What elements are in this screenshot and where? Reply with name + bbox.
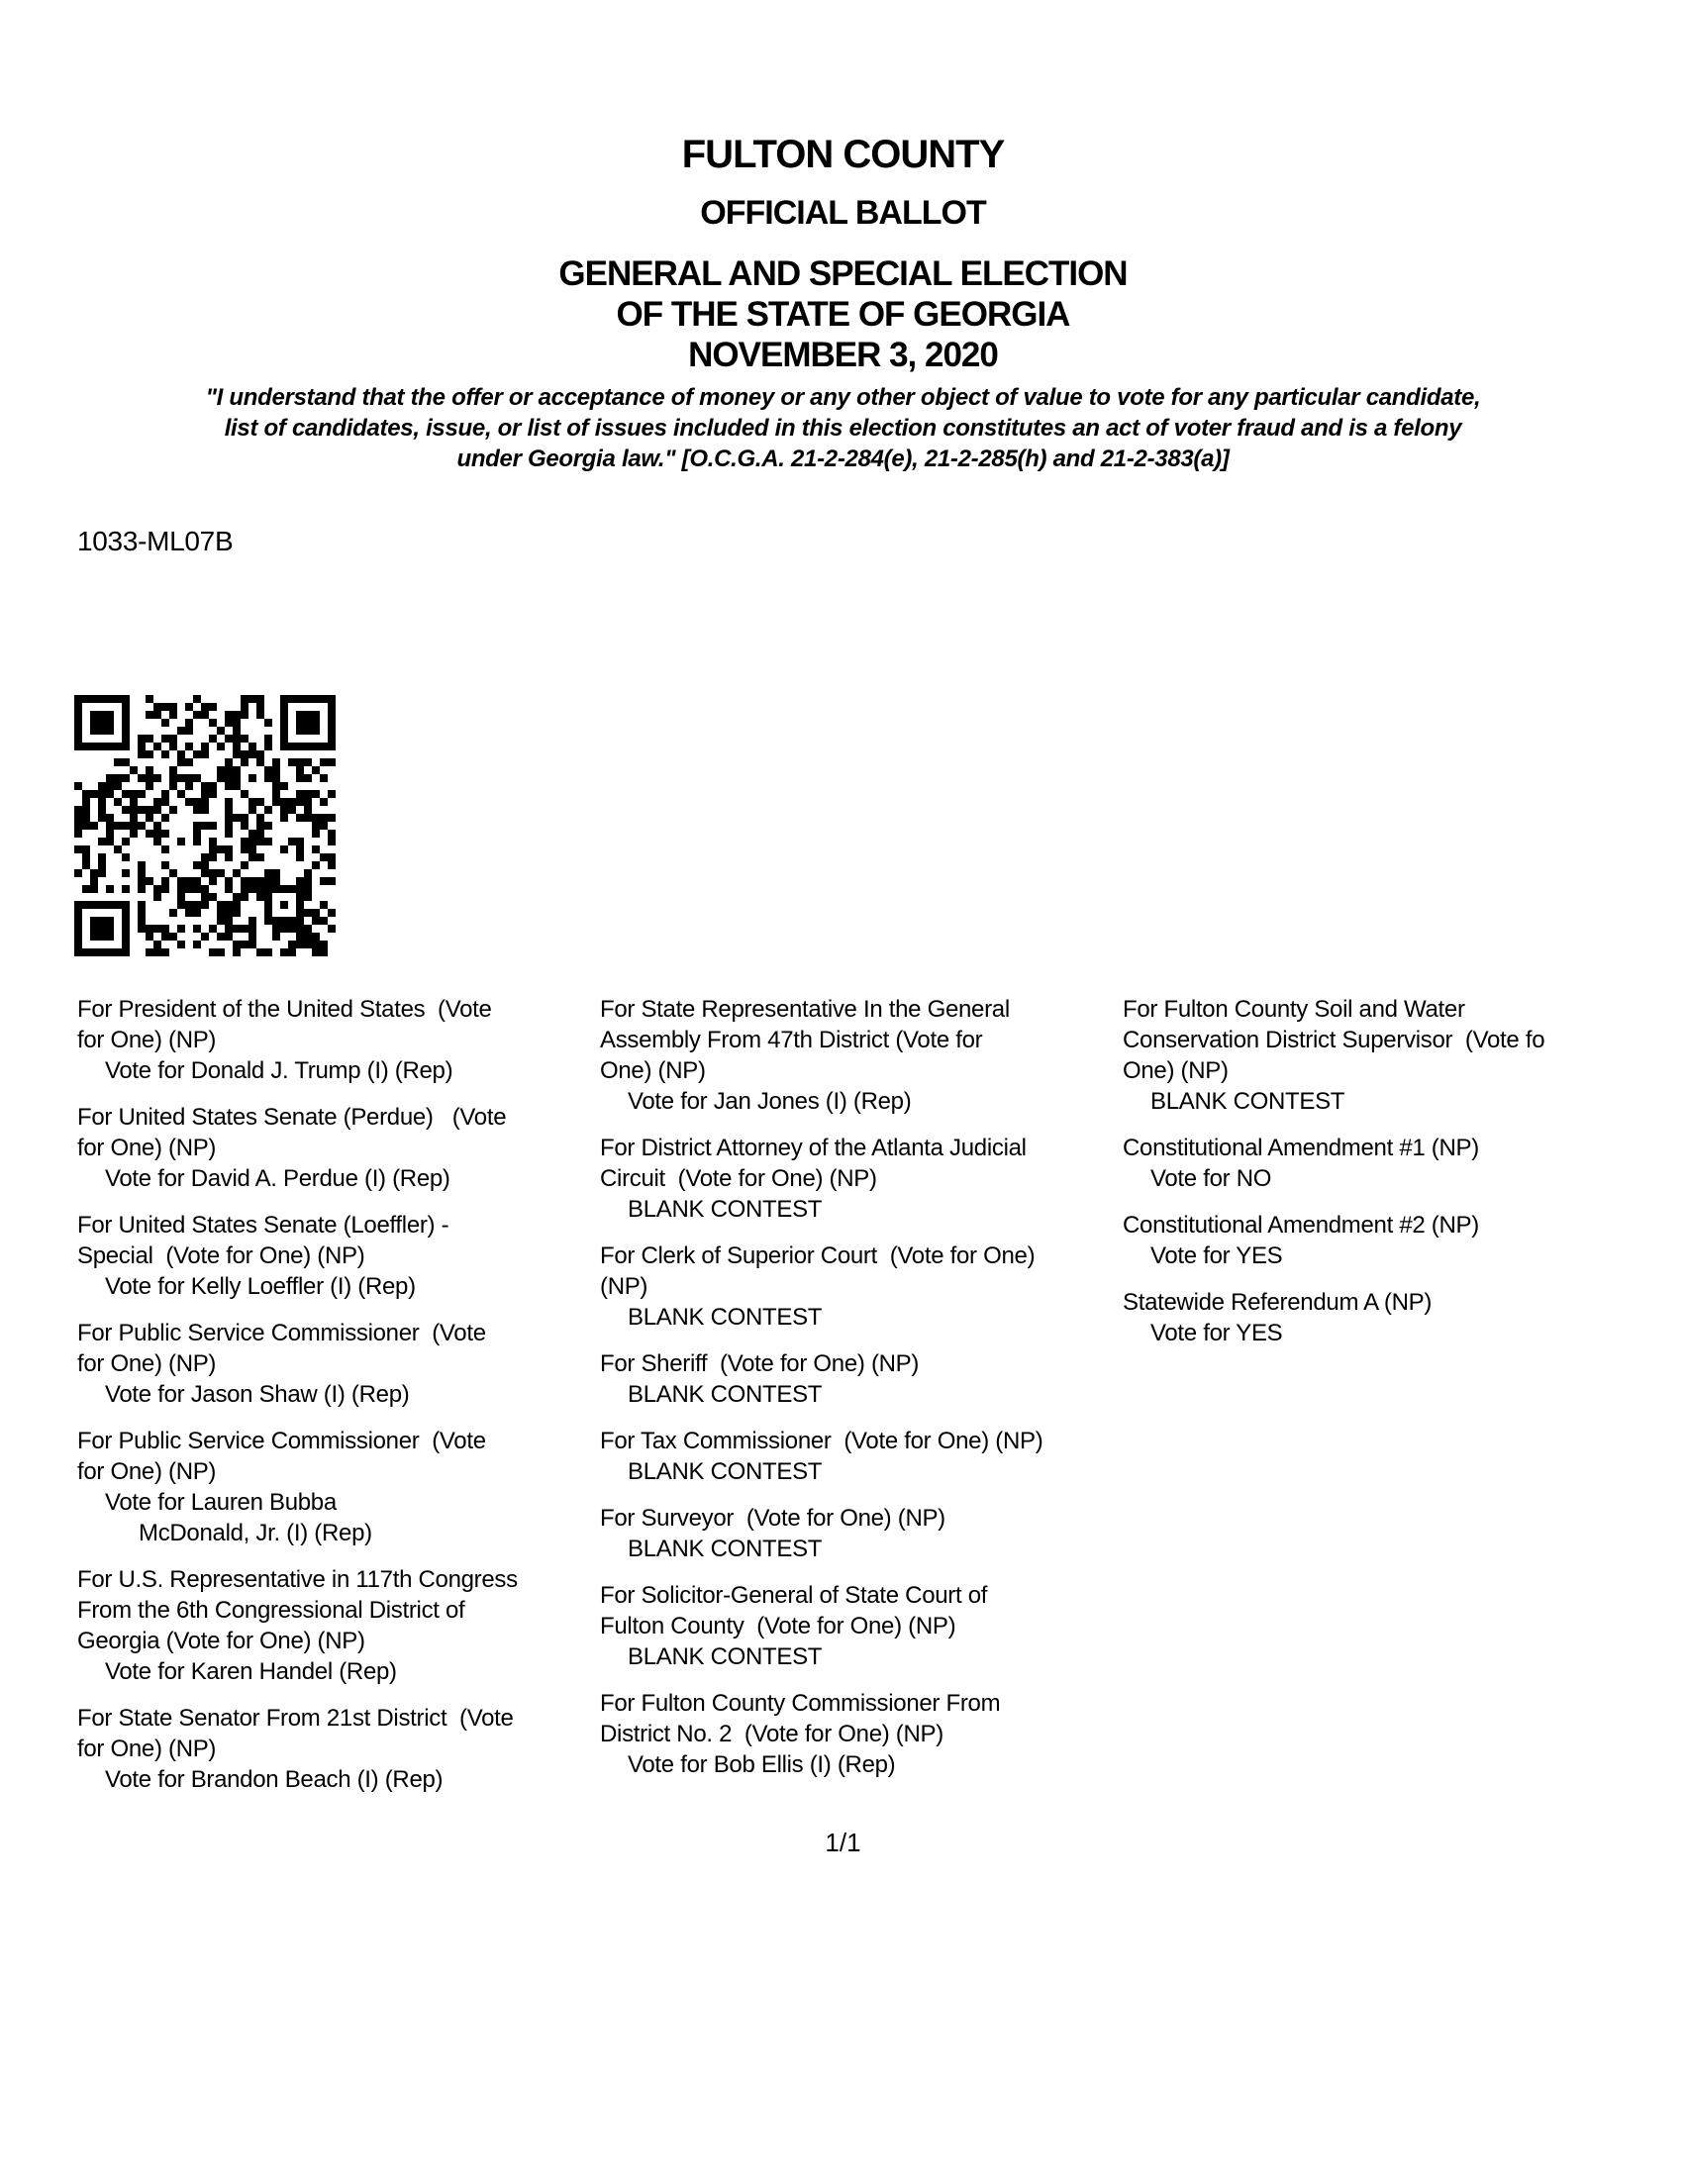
vote-selection-line: Vote for Jason Shaw (I) (Rep) [105,1381,410,1408]
contest-entry [600,1503,1115,1564]
county-title: FULTON COUNTY [681,133,1005,176]
contest-title-line: Constitutional Amendment #2 (NP) [1123,1212,1479,1239]
fraud-disclaimer [0,382,1686,474]
vote-selection-line: Vote for Donald J. Trump (I) (Rep) [105,1057,453,1084]
disclaimer-line: list of candidates, issue, or list of issues included in this election constitutes an act of voter fraud and is a felony [224,415,1462,442]
contest-title-line: For Public Service Commissioner (Vote [77,1320,486,1346]
contest-entry [600,994,1115,1117]
contest-title-line: For United States Senate (Perdue) (Vote [77,1104,507,1131]
contest-title-line: Constitutional Amendment #1 (NP) [1123,1135,1479,1161]
contest-entry [1123,1133,1637,1194]
contest-entry [77,1102,592,1194]
vote-selection-line: Vote for Brandon Beach (I) (Rep) [105,1766,444,1793]
qr-code-icon [74,695,336,956]
contest-title-line: One) (NP) [600,1057,706,1084]
contest-title-line: Assembly From 47th District (Vote for [600,1027,983,1053]
disclaimer-line: "I understand that the offer or acceptance of money or any other object of value to vote for any particular candidate, [205,384,1481,411]
contest-entry [1123,1210,1637,1271]
ballot-style-id: 1033-ML07B [77,526,234,556]
vote-selection-line: Vote for Kelly Loeffler (I) (Rep) [105,1273,416,1300]
contest-title-line: For Tax Commissioner (Vote for One) (NP) [600,1428,1043,1454]
ballot-type-title: OFFICIAL BALLOT [700,194,986,232]
contest-title-line: For Fulton County Soil and Water [1123,996,1465,1023]
vote-selection-line: Vote for David A. Perdue (I) (Rep) [105,1165,450,1192]
contest-entry [77,994,592,1086]
contest-entry [600,1348,1115,1410]
blank-contest-label: BLANK CONTEST [628,1304,823,1331]
contest-entry [600,1133,1115,1225]
contest-title-line: For Surveyor (Vote for One) (NP) [600,1505,945,1532]
page-indicator: 1/1 [825,1828,861,1857]
blank-contest-label: BLANK CONTEST [628,1536,823,1562]
contest-entry [77,1318,592,1410]
contest-entry [77,1210,592,1302]
contest-title-line: For State Representative In the General [600,996,1010,1023]
contest-title-line: for One) (NP) [77,1027,217,1053]
blank-contest-label: BLANK CONTEST [628,1458,823,1485]
contest-column-3 [1123,994,1637,1364]
contest-title-line: for One) (NP) [77,1458,217,1485]
contest-title-line: Georgia (Vote for One) (NP) [77,1628,365,1654]
contest-title-line: For Fulton County Commissioner From [600,1690,1001,1717]
contest-title-line: For President of the United States (Vote [77,996,492,1023]
contest-title-line: Fulton County (Vote for One) (NP) [600,1613,956,1639]
vote-selection-line: Vote for Karen Handel (Rep) [105,1658,397,1685]
contest-title-line: For Solicitor-General of State Court of [600,1582,988,1609]
blank-contest-label: BLANK CONTEST [628,1643,823,1670]
vote-selection-line: Vote for NO [1150,1165,1272,1192]
vote-selection-line: Vote for Bob Ellis (I) (Rep) [628,1751,896,1778]
contest-title-line: for One) (NP) [77,1736,217,1762]
vote-selection-line: Vote for YES [1150,1242,1283,1269]
vote-selection-line: Vote for Jan Jones (I) (Rep) [628,1088,912,1115]
election-title-line-2: OF THE STATE OF GEORGIA [616,295,1070,334]
contest-entry [600,1580,1115,1672]
contest-title-line: For State Senator From 21st District (Vote [77,1705,514,1732]
vote-selection-line: Vote for YES [1150,1320,1283,1346]
contest-entry [77,1564,592,1687]
contest-title-line: One) (NP) [1123,1057,1229,1084]
contest-column-2 [600,994,1115,1796]
vote-selection-line: Vote for Lauren Bubba [105,1489,337,1516]
contest-title-line: Conservation District Supervisor (Vote fo [1123,1027,1545,1053]
election-title-line-1: GENERAL AND SPECIAL ELECTION [558,254,1128,293]
contest-entry [600,1241,1115,1333]
contest-title-line: Statewide Referendum A (NP) [1123,1289,1433,1316]
contest-title-line: (NP) [600,1273,648,1300]
contest-title-line: For United States Senate (Loeffler) - [77,1212,449,1239]
contest-title-line: for One) (NP) [77,1135,217,1161]
contest-title-line: Special (Vote for One) (NP) [77,1242,365,1269]
blank-contest-label: BLANK CONTEST [628,1196,823,1223]
contest-entry [1123,994,1637,1117]
contest-title-line: Circuit (Vote for One) (NP) [600,1165,877,1192]
election-date: NOVEMBER 3, 2020 [688,336,998,374]
contest-entry [77,1703,592,1795]
contest-entry [1123,1287,1637,1348]
contest-title-line: For Clerk of Superior Court (Vote for One) [600,1242,1036,1269]
contest-entry [600,1688,1115,1780]
contest-title-line: For Sheriff (Vote for One) (NP) [600,1350,920,1377]
contest-title-line: For Public Service Commissioner (Vote [77,1428,486,1454]
disclaimer-line: under Georgia law." [O.C.G.A. 21-2-284(e), 21-2-285(h) and 21-2-383(a)] [456,446,1230,472]
blank-contest-label: BLANK CONTEST [1150,1088,1345,1115]
vote-selection-line: McDonald, Jr. (I) (Rep) [139,1520,372,1546]
contest-title-line: From the 6th Congressional District of [77,1597,465,1624]
blank-contest-label: BLANK CONTEST [628,1381,823,1408]
contest-title-line: District No. 2 (Vote for One) (NP) [600,1721,943,1747]
contest-column-1 [77,994,592,1811]
contest-title-line: For District Attorney of the Atlanta Judicial [600,1135,1027,1161]
ballot-header [0,135,1686,375]
contest-title-line: for One) (NP) [77,1350,217,1377]
contest-title-line: For U.S. Representative in 117th Congress [77,1566,518,1593]
contest-entry [77,1426,592,1548]
contest-entry [600,1426,1115,1487]
